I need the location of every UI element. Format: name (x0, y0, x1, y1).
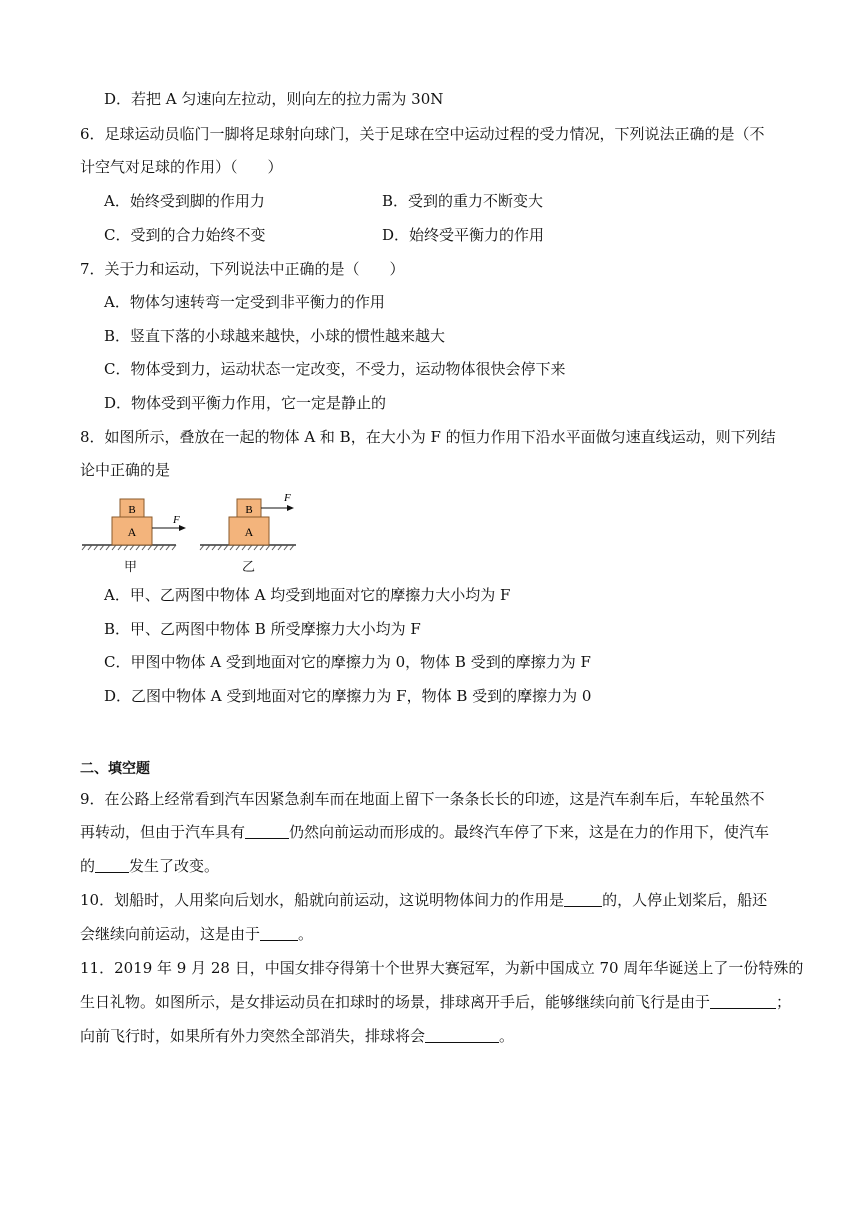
q8-figure (80, 488, 320, 578)
block-a-right-label: A (244, 525, 254, 539)
force-arrowhead-left (179, 525, 186, 531)
figure-right (200, 492, 296, 550)
q6-option-d: D．始终受平衡力的作用 (382, 226, 545, 244)
figure-caption-right: 乙 (242, 560, 256, 575)
q9-line3 (80, 856, 219, 876)
q6-stem-line2: 计空气对足球的作用）（ ） (80, 158, 283, 176)
q7-stem: 7．关于力和运动，下列说法中正确的是（ ） (80, 260, 405, 278)
q10-text-2b: 。 (298, 925, 314, 943)
q10-text-1b: 的，人停止划桨后，船还 (602, 891, 768, 909)
section-title: 二、填空题 (80, 761, 150, 777)
q11-text-3a: 向前飞行时，如果所有外力突然全部消失，排球将会 (80, 1027, 426, 1045)
q10-line1 (80, 890, 767, 910)
q9-text-3a: 的 (80, 857, 96, 875)
q11-line3 (80, 1026, 514, 1046)
force-arrowhead-right (287, 505, 294, 511)
block-a-left-label: A (127, 525, 137, 539)
q10-line2 (80, 924, 313, 944)
q8-stem-line2: 论中正确的是 (80, 461, 171, 479)
q10-blank-1[interactable] (564, 891, 602, 907)
q6-option-b: B．受到的重力不断变大 (382, 192, 544, 210)
q9-text-2b: 仍然向前运动而形成的。最终汽车停了下来，这是在力的作用下，使汽车 (289, 823, 770, 841)
block-b-right-label: B (245, 504, 253, 516)
q11-text-2a: 生日礼物。如图所示，是女排运动员在扣球时的场景，排球离开手后，能够继续向前飞行是由于 (80, 993, 711, 1011)
q9-line1: 9．在公路上经常看到汽车因紧急刹车而在地面上留下一条条长长的印迹，这是汽车刹车后，车轮虽然不 (80, 790, 765, 808)
q5-option-d: D．若把 A 匀速向左拉动，则向左的拉力需为 30N (104, 90, 444, 108)
q8-option-b: B．甲、乙两图中物体 B 所受摩擦力大小均为 F (104, 620, 421, 638)
figure-left (82, 499, 186, 550)
q11-line2 (80, 992, 791, 1012)
q10-blank-2[interactable] (260, 925, 298, 941)
q8-stem-line1: 8．如图所示，叠放在一起的物体 A 和 B，在大小为 F 的恒力作用下沿水平面做匀速直线运动，则下列结 (80, 428, 776, 446)
q11-text-2b: ； (776, 993, 792, 1011)
q6-option-c: C．受到的合力始终不变 (104, 226, 266, 244)
force-label-left: F (173, 514, 180, 526)
q8-option-d: D．乙图中物体 A 受到地面对它的摩擦力为 F，物体 B 受到的摩擦力为 0 (104, 687, 592, 705)
q7-option-c: C．物体受到力，运动状态一定改变，不受力，运动物体很快会停下来 (104, 360, 566, 378)
q11-blank-2[interactable] (425, 1027, 499, 1043)
q9-blank-2[interactable] (95, 857, 129, 873)
q9-text-3b: 发生了改变。 (129, 857, 220, 875)
q11-text-3b: 。 (499, 1027, 515, 1045)
q9-blank-1[interactable] (245, 823, 289, 839)
force-label-right: F (284, 492, 291, 504)
q8-option-a: A．甲、乙两图中物体 A 均受到地面对它的摩擦力大小均为 F (104, 586, 511, 604)
q7-option-d: D．物体受到平衡力作用，它一定是静止的 (104, 394, 387, 412)
q8-option-c: C．甲图中物体 A 受到地面对它的摩擦力为 0，物体 B 受到的摩擦力为 F (104, 653, 591, 671)
q10-text-1a: 10．划船时，人用桨向后划水，船就向前运动，这说明物体间力的作用是 (80, 891, 565, 909)
q7-option-b: B．竖直下落的小球越来越快，小球的惯性越来越大 (104, 327, 446, 345)
q9-text-2a: 再转动，但由于汽车具有 (80, 823, 246, 841)
q10-text-2a: 会继续向前运动，这是由于 (80, 925, 261, 943)
block-b-left-label: B (128, 504, 136, 516)
q6-option-a: A．始终受到脚的作用力 (104, 192, 265, 210)
q7-option-a: A．物体匀速转弯一定受到非平衡力的作用 (104, 293, 385, 311)
q11-blank-1[interactable] (710, 993, 776, 1009)
figure-caption-left: 甲 (124, 560, 138, 575)
q6-stem-line1: 6．足球运动员临门一脚将足球射向球门，关于足球在空中运动过程的受力情况，下列说法正确的是（不 (80, 125, 765, 143)
q9-line2 (80, 822, 769, 842)
q11-line1: 11．2019 年 9 月 28 日，中国女排夺得第十个世界大赛冠军，为新中国成立 70 周年华诞送上了一份特殊的 (80, 959, 804, 977)
